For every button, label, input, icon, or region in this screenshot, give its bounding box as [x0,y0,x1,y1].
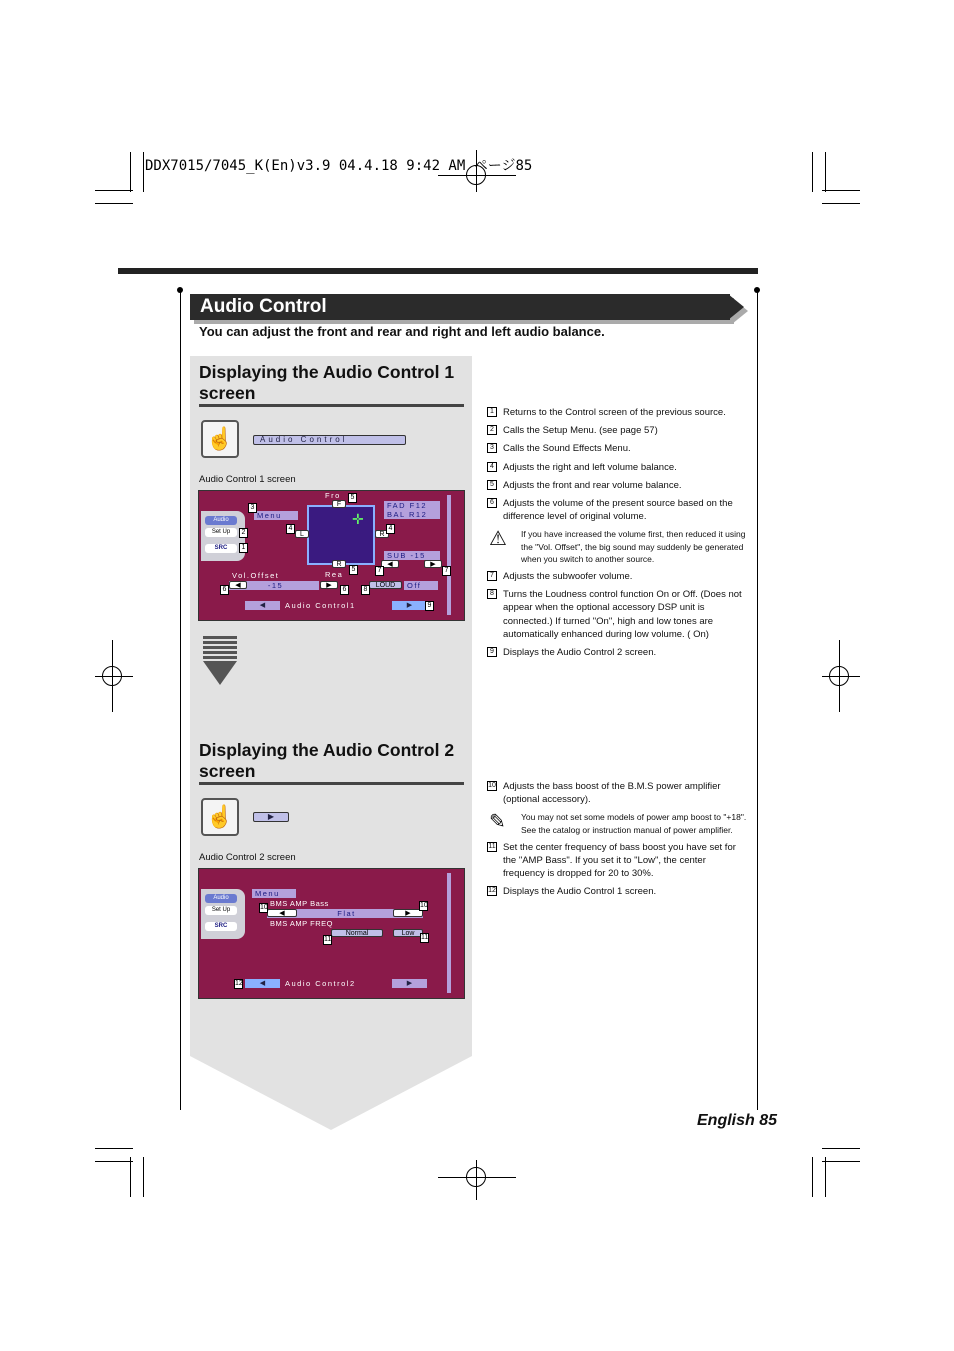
audio-control2-screen [198,868,465,999]
list-item: 1 Returns to the Control screen of the previous source. [487,406,749,419]
callout-4: 4 [286,524,295,534]
note-icon: ✎ [489,811,506,834]
vol-offset-down-button[interactable]: ◀ [229,581,247,589]
callout-11: 11 [421,934,429,941]
callout-5: 5 [348,493,357,503]
crop-mark [130,152,131,192]
crop-mark [95,1161,133,1162]
info-note: ✎ You may not set some models of power amp boost to "+18". See the catalog or instruction manual of power amplifier. [489,811,747,835]
list-item: 5 Adjusts the front and rear volume balance. [487,479,749,492]
callout-10: 10 [260,904,268,911]
scrollbar[interactable] [447,873,451,993]
crop-mark [822,1161,860,1162]
crop-mark [95,203,133,204]
sub-up-button[interactable]: ▶ [424,560,442,568]
warning-icon: ⚠ [489,528,507,551]
margin-dot [754,287,760,293]
tab-src[interactable]: SRC [205,544,237,553]
callout-5: 5 [349,565,358,575]
list-item: 10 Adjusts the bass boost of the B.M.S power amplifier (optional accessory). [488,781,721,806]
callout-1: 1 [239,543,248,553]
sub-value: SUB -15 [384,551,440,560]
section-subtitle: You can adjust the front and rear and right and left audio balance. [199,324,605,339]
caution-note: ⚠ If you have increased the volume first, then reduced it using the "Vol. Offset", the big sound may suddenly be generated when you switch to another source. [489,528,746,564]
tab-setup[interactable]: Set Up [205,906,237,915]
vol-offset-value: -15 [229,581,319,590]
vol-offset-label: Vol.Offset [232,571,280,580]
menu-button[interactable]: Menu [254,511,298,520]
callout-4: 4 [386,524,395,534]
callout-8: 8 [361,585,370,595]
bass-down-button[interactable]: ◀ [267,909,297,917]
crop-mark [812,1157,813,1197]
list-item: 6 Adjusts the volume of the present source based on the difference level of original volume. [487,497,749,523]
prev-screen-button[interactable]: ◀ [245,601,280,610]
crop-mark [130,1157,131,1197]
crop-mark [825,152,826,192]
vol-offset-up-button[interactable]: ▶ [320,581,338,589]
tab-audio[interactable]: Audio [205,516,237,525]
crop-mark [822,190,860,191]
next-screen-button[interactable]: ▶ [392,601,427,610]
audio-control1-screen [198,490,465,621]
loud-button[interactable]: LOUD [369,581,402,589]
callout-6: 6 [340,585,349,595]
list-item: 12 Displays the Audio Control 1 screen. [488,886,657,898]
margin-dot [177,287,183,293]
list-item: 4 Adjusts the right and left volume balance. [487,461,749,474]
crop-mark [95,190,133,191]
next-screen-button[interactable]: ▶ [392,979,427,988]
tab-src[interactable]: SRC [205,922,237,931]
tab-setup[interactable]: Set Up [205,528,237,537]
front-label: Fro [325,491,341,500]
bms-freq-label: BMS AMP FREQ [270,919,333,928]
description-list-1 [487,406,749,664]
rear-button[interactable]: R [332,560,346,568]
crop-mark [822,203,860,204]
crop-mark [143,1157,144,1197]
bal-value: BAL R12 [384,510,440,519]
balance-grid[interactable] [307,505,375,565]
next-button[interactable]: ▶ [253,812,289,822]
callout-6: 6 [220,585,229,595]
fad-value: FAD F12 [384,501,440,510]
normal-button[interactable]: Normal [331,929,383,937]
callout-11: 11 [324,936,332,943]
screen-name: Audio Control2 [285,979,356,988]
callout-9: 9 [425,601,434,611]
top-rule [118,268,758,274]
caption-screen2: Audio Control 2 screen [199,852,296,863]
bms-bass-label: BMS AMP Bass [270,899,329,908]
list-item: 3 Calls the Sound Effects Menu. [487,442,749,455]
list-item: 11 Set the center frequency of bass boost you have set for the "AMP Bass". If you set it to "Low", the center frequency is dropped for 20 to 30%. [488,841,736,880]
right-margin-line [757,290,758,1110]
list-item: 2 Calls the Setup Menu. (see page 57) [487,424,749,437]
crop-mark [825,1157,826,1197]
caption-screen1: Audio Control 1 screen [199,474,296,485]
callout-2: 2 [239,528,248,538]
loud-value: Off [404,581,438,590]
crop-mark [812,152,813,192]
list-item: 8 Turns the Loudness control function On or Off. (Does not appear when the optional accessory DSP unit is connected.) If turned "On", high and low tones are automatically enhanced during low volume. ( On) [487,588,749,641]
menu-button[interactable]: Menu [252,889,296,898]
audio-control-button[interactable]: Audio Control [253,435,406,445]
right-button[interactable]: R [375,530,389,538]
heading-screen2: Displaying the Audio Control 2 screen [199,740,455,781]
touch-hand-icon: ☝ [201,420,239,458]
bass-up-button[interactable]: ▶ [393,909,423,917]
bms-bass-value: Flat [267,909,423,918]
heading-rule [199,404,464,407]
list-item: 7 Adjusts the subwoofer volume. [487,570,749,583]
callout-7: 7 [375,566,384,576]
section-title: Audio Control [190,294,730,320]
page-number: English 85 [697,1112,778,1129]
heading-rule [199,782,464,785]
panel-arrow [190,1056,472,1130]
rear-label: Rea [325,570,344,579]
scrollbar[interactable] [447,495,451,615]
callout-3: 3 [248,503,257,513]
sub-down-button[interactable]: ◀ [381,560,399,568]
callout-12: 12 [235,980,243,987]
callout-7: 7 [442,566,451,576]
screen-name: Audio Control1 [285,601,356,610]
print-header: DDX7015/7045_K(En)v3.9 04.4.18 9:42 AM ページ85 [145,158,533,174]
description-list-2 [487,780,749,904]
callout-10: 10 [420,902,428,909]
heading-screen1: Displaying the Audio Control 1 screen [199,362,455,403]
prev-screen-button[interactable]: ◀ [245,979,280,988]
front-button[interactable]: F [332,500,346,508]
crop-mark [143,152,144,192]
list-item: 9 Displays the Audio Control 2 screen. [487,646,749,659]
left-button[interactable]: L [295,530,309,538]
left-margin-line [180,290,181,1110]
touch-hand-icon: ☝ [201,798,239,836]
tab-audio[interactable]: Audio [205,894,237,903]
crop-mark [95,1148,133,1149]
crop-mark [822,1148,860,1149]
low-button[interactable]: Low [393,929,423,937]
crosshair-icon: ✛ [352,511,364,527]
down-arrow-icon [203,636,237,685]
